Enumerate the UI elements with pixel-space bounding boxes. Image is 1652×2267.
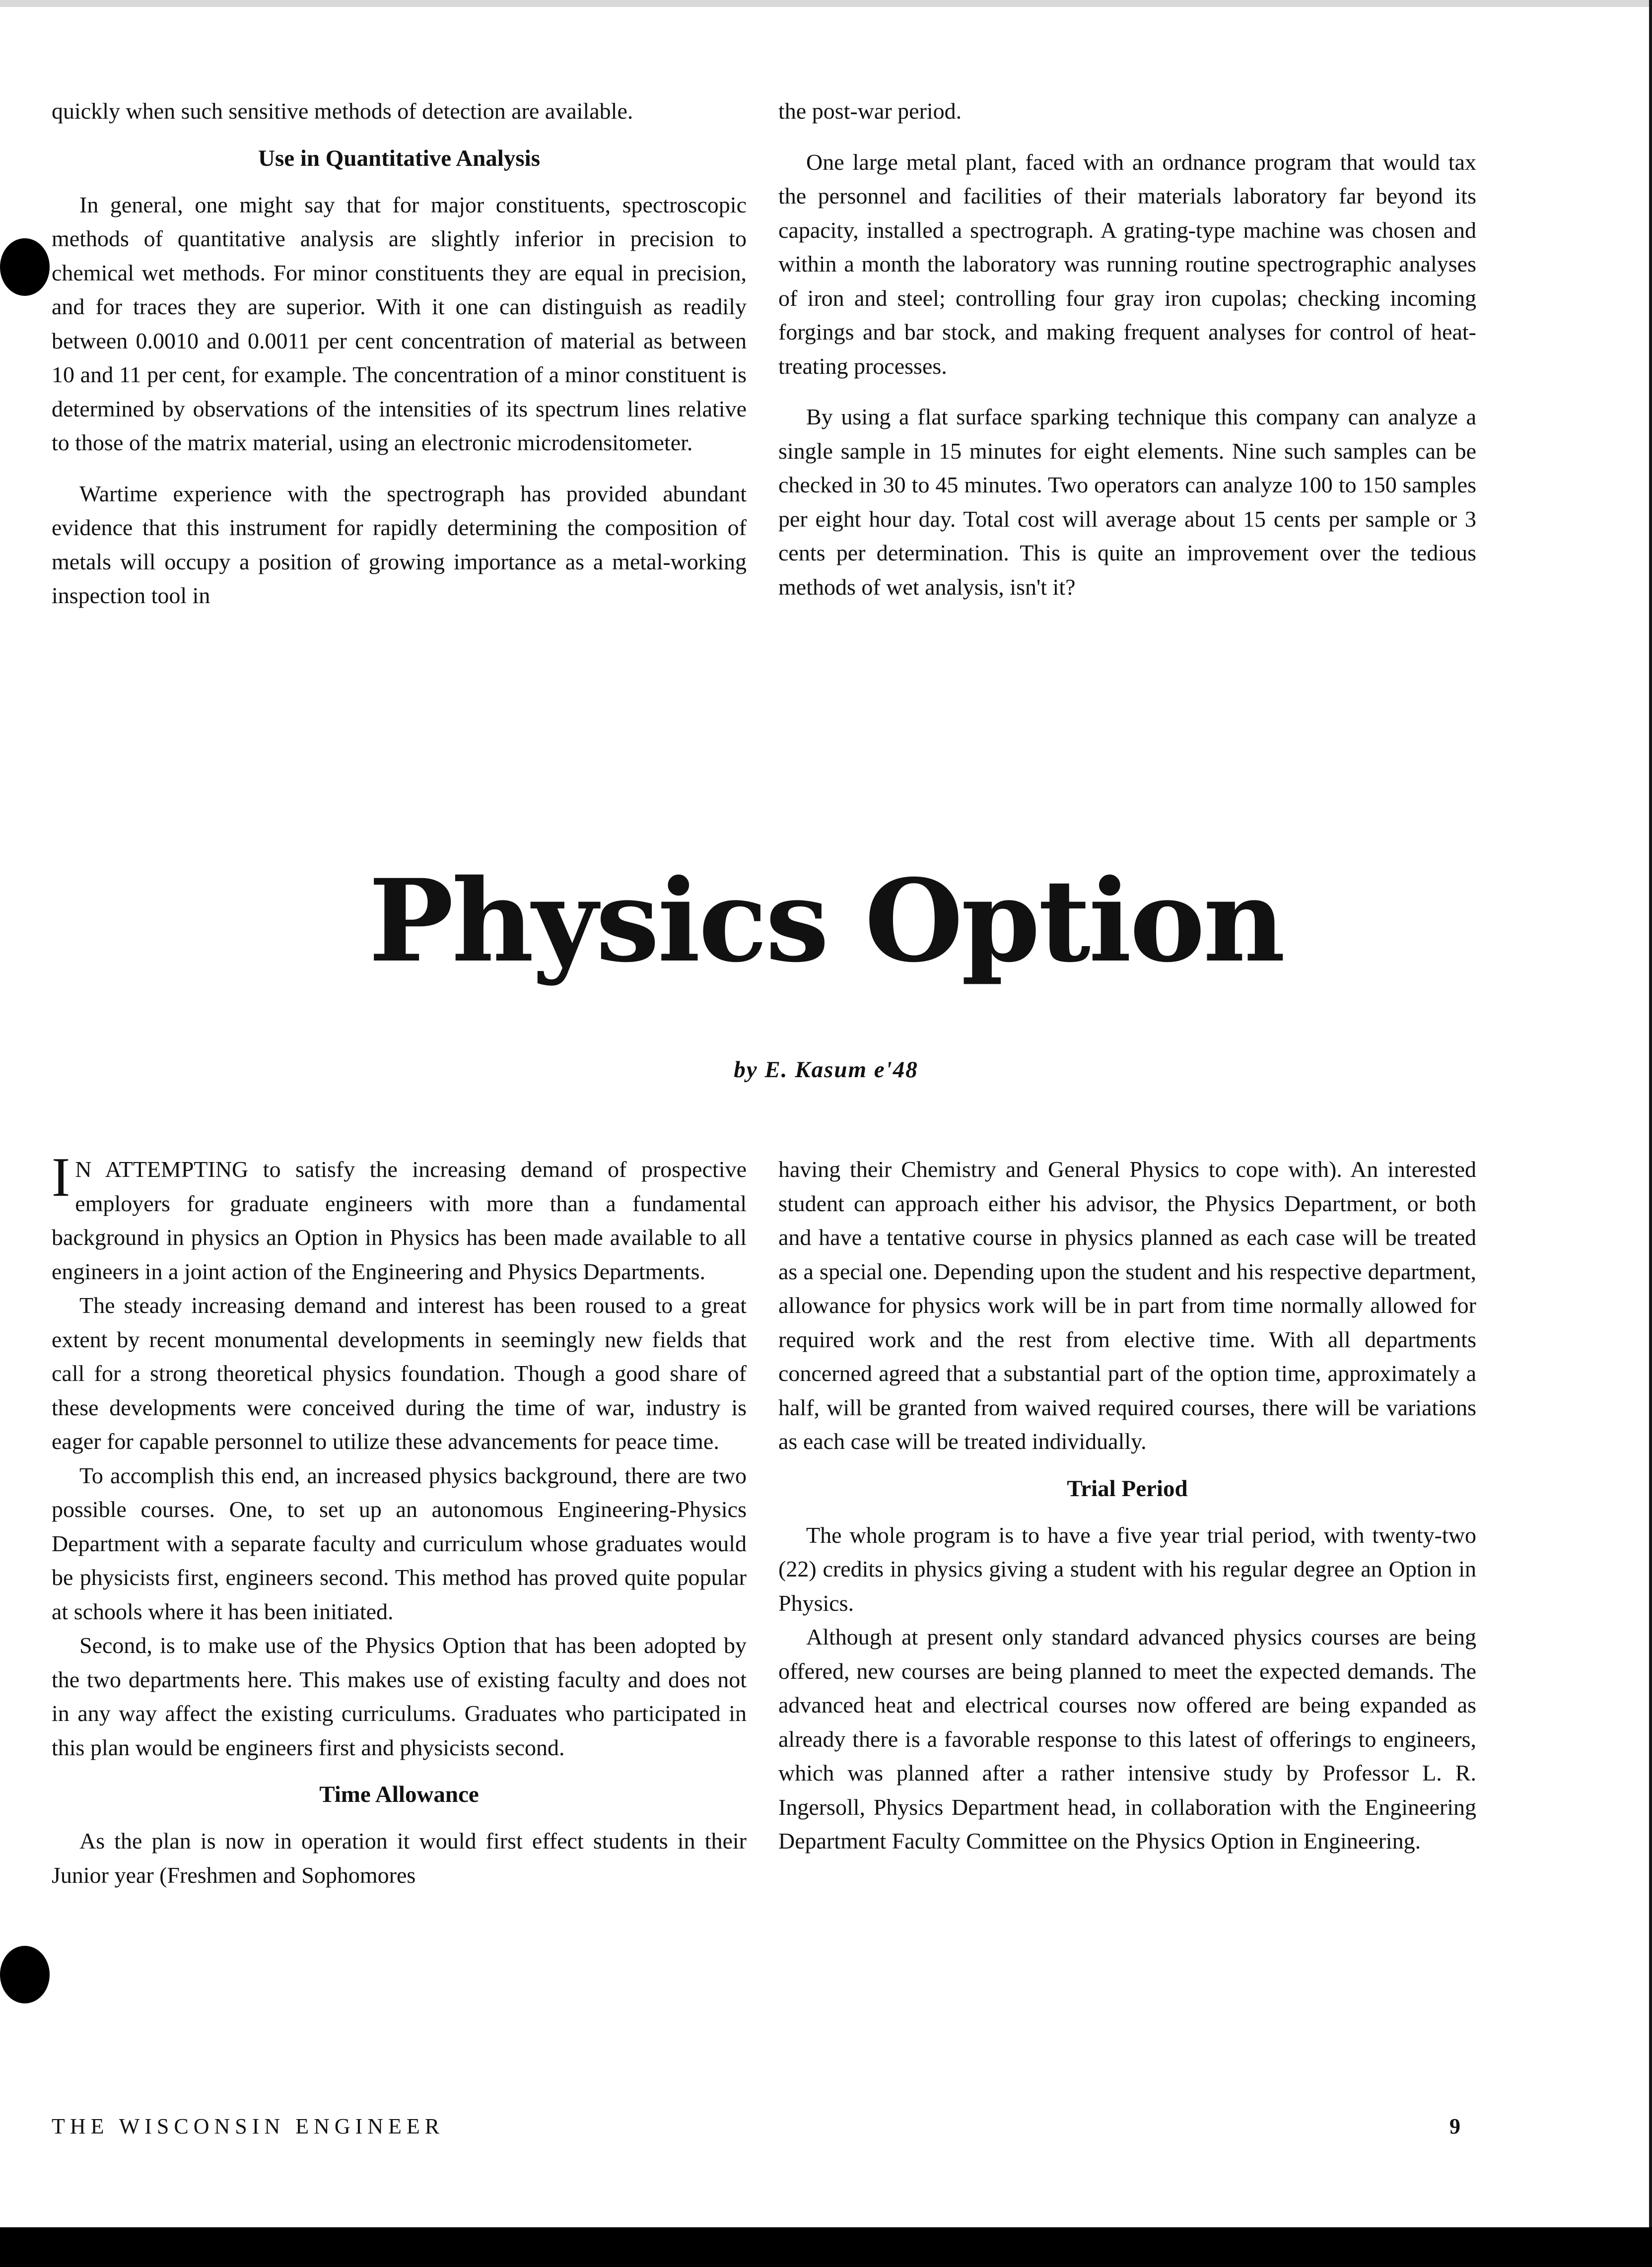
paragraph: In general, one might say that for major constituents, spectroscopic methods of quantitative analysis are slightly inferior in precision to chemical wet methods. For minor constituents they are equal in precision, and for traces they are superior. With it one can distinguish as readily between 0.0010 and 0.0011 per cent concentration of material as between 10 and 11 per cent, for example. The concentration of a minor constituent is determined by observations of the intensities of its spectrum lines relative to those of the matrix material, using an electronic microdensitometer. xyxy=(52,192,747,455)
page-edge-top xyxy=(0,0,1652,7)
article-byline: by E. Kasum e'48 xyxy=(734,1057,918,1083)
paragraph: By using a flat surface sparking technique this company can analyze a single sample in 15 minutes for eight elements. Nine such samples can be checked in 30 to 45 minutes. Two operators can analyze 100 to 150 samples per eight hour day. Total cost will average about 15 cents per sample or 3 cents per determination. This is quite an improvement over the tedious methods of wet analysis, isn't it? xyxy=(778,404,1476,600)
paragraph: One large metal plant, faced with an ordnance program that would tax the personnel and facilities of their materials laboratory far beyond its capacity, installed a spectrograph. A grating-type machine was chosen and within a month the laboratory was running routine spectrographic analyses of iron and steel; controlling four gray iron cupolas; checking incoming forgings and bar stock, and making frequent analyses for control of heat-treating processes. xyxy=(778,149,1476,379)
top-right-column xyxy=(778,94,1476,604)
opening-paragraph xyxy=(52,1147,747,1289)
paragraph: Although at present only standard advanced physics courses are being offered, new courses are being planned to meet the expected demands. The advanced heat and electrical courses now offered are being expanded as already there is a favorable response to this latest of offerings to engineers, which was planned after a rather intensive study by Professor L. R. Ingersoll, Physics Department head, in collaboration with the Engineering Department Faculty Committee on the Physics Option in Engineering. xyxy=(778,1624,1476,1854)
section-heading-quantitative-analysis: Use in Quantitative Analysis xyxy=(258,145,540,171)
page-edge-right xyxy=(1649,0,1652,2267)
paragraph: having their Chemistry and General Physics to cope with). An interested student can approach either his advisor, the Physics Department, or both and have a tentative course in physics planned as each case will be treated as a special one. Depending upon the student and his respective department, allowance for physics work will be in part from time normally allowed for required work and the rest from elective time. With all departments concerned agreed that a substantial part of the option time, approximately a half, will be granted from waived required courses, there will be variations as each case will be treated individually. xyxy=(778,1157,1476,1454)
page-edge-bottom xyxy=(0,2227,1652,2267)
footer-page-number: 9 xyxy=(1449,2114,1460,2138)
binder-hole-top xyxy=(0,238,50,296)
top-left-column xyxy=(52,94,747,613)
article-title: Physics Option xyxy=(368,854,1284,987)
article-left-column xyxy=(52,1147,747,1892)
paragraph: To accomplish this end, an increased physics background, there are two possible courses. One, to set up an autonomous Engineering-Physics Department with a separate faculty and curriculum whose graduates would be physicists first, engineers second. This method has proved quite popular at schools where it has been initiated. xyxy=(52,1462,747,1624)
binder-hole-bottom xyxy=(0,1946,50,2003)
footer-publication-name: THE WISCONSIN ENGINEER xyxy=(52,2114,445,2138)
drop-cap: I xyxy=(52,1147,70,1208)
section-heading-time-allowance: Time Allowance xyxy=(319,1782,479,1807)
opening-paragraph-text: N ATTEMPTING to satisfy the increasing demand of prospective employers for graduate engineers with more than a fundamental background in physics an Option in Physics has been made available to all engineers in a joint action of the Engineering and Physics Departments. xyxy=(52,1157,747,1284)
article-right-column xyxy=(778,1153,1476,1858)
paragraph: Wartime experience with the spectrograph has provided abundant evidence that this instrument for rapidly determining the composition of metals will occupy a position of growing importance as a metal-working inspection tool in xyxy=(52,481,747,608)
paragraph: the post-war period. xyxy=(778,98,962,124)
paragraph: The steady increasing demand and interest has been roused to a great extent by recent monumental developments in seemingly new fields that call for a strong theoretical physics foundation. Though a good share of these developments were conceived during the time of war, industry is eager for capable personnel to utilize these advancements for peace time. xyxy=(52,1293,747,1454)
paragraph: Second, is to make use of the Physics Option that has been adopted by the two departments here. This makes use of existing faculty and does not in any way affect the existing curriculums. Graduates who participated in this plan would be engineers first and physicists second. xyxy=(52,1633,747,1760)
section-heading-trial-period: Trial Period xyxy=(1067,1475,1188,1502)
paragraph: The whole program is to have a five year trial period, with twenty-two (22) credits in physics giving a student with his regular degree an Option in Physics. xyxy=(778,1522,1476,1616)
paragraph: quickly when such sensitive methods of detection are available. xyxy=(52,98,633,124)
paragraph: As the plan is now in operation it would first effect students in their Junior year (Freshmen and Sophomores xyxy=(52,1828,747,1888)
